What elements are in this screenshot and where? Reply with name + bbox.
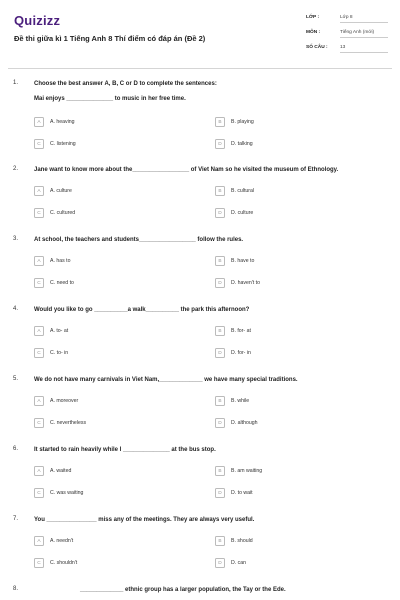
- option-text: C. shouldn't: [50, 560, 78, 566]
- header-divider: [8, 68, 392, 69]
- option-letter-box: A: [34, 117, 44, 127]
- option-letter-box: A: [34, 536, 44, 546]
- option-letter-box: A: [34, 396, 44, 406]
- option-letter-box: D: [215, 139, 225, 149]
- question-8: [0, 586, 400, 600]
- question-6: [0, 446, 400, 516]
- option-text: A. has to: [50, 258, 71, 264]
- question-4: [0, 306, 400, 376]
- option-letter-box: A: [34, 466, 44, 476]
- option-letter-box: C: [34, 558, 44, 568]
- option-letter-box: D: [215, 348, 225, 358]
- question-number: 5.: [13, 376, 19, 382]
- option-text: A. moreover: [50, 398, 79, 404]
- question-text: We do not have many carnivals in Viet Nam,_____________ we have many special traditions.: [34, 377, 298, 383]
- option-d[interactable]: [215, 278, 335, 290]
- option-b[interactable]: [215, 326, 335, 338]
- option-a[interactable]: [34, 117, 154, 129]
- option-letter-box: D: [215, 558, 225, 568]
- option-letter-box: C: [34, 418, 44, 428]
- option-a[interactable]: [34, 396, 154, 408]
- option-text: C. was waiting: [50, 490, 84, 496]
- option-text: A. waited: [50, 468, 72, 474]
- option-text: C. cultured: [50, 210, 76, 216]
- option-text: D. for- in: [231, 350, 251, 356]
- option-text: B. cultural: [231, 188, 255, 194]
- option-text: A. culture: [50, 188, 72, 194]
- option-c[interactable]: [34, 139, 154, 151]
- meta-value: Tiếng Anh (mới): [340, 28, 388, 38]
- option-text: A. heaving: [50, 119, 75, 125]
- question-number: 7.: [13, 516, 19, 522]
- option-letter-box: A: [34, 326, 44, 336]
- meta-row-class: [306, 12, 392, 27]
- question-text: Would you like to go __________a walk__________ the park this afternoon?: [34, 307, 250, 313]
- option-text: B. should: [231, 538, 253, 544]
- question-text: At school, the teachers and students_________________ follow the rules.: [34, 237, 244, 243]
- option-letter-box: C: [34, 278, 44, 288]
- option-text: A. needn't: [50, 538, 74, 544]
- option-letter-box: A: [34, 186, 44, 196]
- option-c[interactable]: [34, 348, 154, 360]
- option-letter-box: B: [215, 117, 225, 127]
- option-text: D. haven't to: [231, 280, 260, 286]
- meta-value: Lớp 8: [340, 13, 388, 23]
- meta-label: SỐ CÂU :: [306, 45, 328, 50]
- option-text: D. to wait: [231, 490, 253, 496]
- option-text: D. can: [231, 560, 246, 566]
- option-a[interactable]: [34, 326, 154, 338]
- option-letter-box: B: [215, 186, 225, 196]
- option-text: D. although: [231, 420, 258, 426]
- option-text: C. to- in: [50, 350, 69, 356]
- question-3: [0, 236, 400, 306]
- option-letter-box: B: [215, 326, 225, 336]
- option-letter-box: C: [34, 208, 44, 218]
- meta-row-count: [306, 42, 392, 57]
- question-5: [0, 376, 400, 446]
- question-2: [0, 166, 400, 236]
- option-c[interactable]: [34, 278, 154, 290]
- option-letter-box: C: [34, 139, 44, 149]
- meta-info: [306, 12, 392, 57]
- option-letter-box: B: [215, 396, 225, 406]
- option-d[interactable]: [215, 139, 335, 151]
- option-c[interactable]: [34, 208, 154, 220]
- option-letter-box: B: [215, 256, 225, 266]
- option-text: C. need to: [50, 280, 74, 286]
- option-text: B. am waiting: [231, 468, 263, 474]
- option-letter-box: C: [34, 488, 44, 498]
- question-text: Jane want to know more about the_________________ of Viet Nam so he visited the museum of Ethnology.: [34, 167, 339, 173]
- option-d[interactable]: [215, 488, 335, 500]
- meta-label: MÔN :: [306, 30, 321, 35]
- option-text: A. to- at: [50, 328, 69, 334]
- option-b[interactable]: [215, 466, 335, 478]
- option-a[interactable]: [34, 256, 154, 268]
- meta-row-subject: [306, 27, 392, 42]
- option-letter-box: D: [215, 208, 225, 218]
- option-letter-box: A: [34, 256, 44, 266]
- option-d[interactable]: [215, 558, 335, 570]
- meta-value: 13: [340, 43, 388, 53]
- option-text: C. listening: [50, 141, 76, 147]
- option-text: C. nevertheless: [50, 420, 87, 426]
- question-number: 8.: [13, 586, 19, 592]
- option-a[interactable]: [34, 186, 154, 198]
- option-text: B. have to: [231, 258, 255, 264]
- worksheet-title: Đề thi giữa kì 1 Tiếng Anh 8 Thí điểm có đáp án (Đề 2): [14, 34, 206, 43]
- question-text: It started to rain heavily while I ______________ at the bus stop.: [34, 447, 216, 453]
- option-b[interactable]: [215, 396, 335, 408]
- option-a[interactable]: [34, 536, 154, 548]
- meta-label: LỚP :: [306, 15, 320, 20]
- option-a[interactable]: [34, 466, 154, 478]
- option-b[interactable]: [215, 536, 335, 548]
- question-number: 4.: [13, 306, 19, 312]
- question-number: 2.: [13, 166, 19, 172]
- option-letter-box: B: [215, 466, 225, 476]
- worksheet-header: [0, 0, 400, 70]
- option-c[interactable]: [34, 488, 154, 500]
- option-text: B. for- at: [231, 328, 251, 334]
- option-letter-box: D: [215, 418, 225, 428]
- option-b[interactable]: [215, 186, 335, 198]
- question-subtext: Mai enjoys ______________ to music in her free time.: [34, 96, 186, 102]
- logo-text: Quizizz: [14, 13, 61, 28]
- option-text: D. culture: [231, 210, 254, 216]
- question-text: You _______________ miss any of the meetings. They are always very useful.: [34, 517, 255, 523]
- option-d[interactable]: [215, 208, 335, 220]
- option-b[interactable]: [215, 117, 335, 129]
- option-letter-box: D: [215, 488, 225, 498]
- option-letter-box: D: [215, 278, 225, 288]
- option-text: D. talking: [231, 141, 253, 147]
- option-letter-box: B: [215, 536, 225, 546]
- option-d[interactable]: [215, 418, 335, 430]
- question-text: Choose the best answer A, B, C or D to complete the sentences:: [34, 81, 217, 87]
- question-number: 6.: [13, 446, 19, 452]
- option-text: B. playing: [231, 119, 254, 125]
- question-1: [0, 80, 400, 150]
- option-letter-box: C: [34, 348, 44, 358]
- option-d[interactable]: [215, 348, 335, 360]
- option-c[interactable]: [34, 558, 154, 570]
- question-number: 1.: [13, 80, 19, 86]
- option-text: B. while: [231, 398, 250, 404]
- option-b[interactable]: [215, 256, 335, 268]
- question-number: 3.: [13, 236, 19, 242]
- question-7: [0, 516, 400, 586]
- option-c[interactable]: [34, 418, 154, 430]
- question-text: _____________ ethnic group has a larger population, the Tay or the Ede.: [80, 587, 286, 593]
- quizizz-logo: [14, 13, 60, 28]
